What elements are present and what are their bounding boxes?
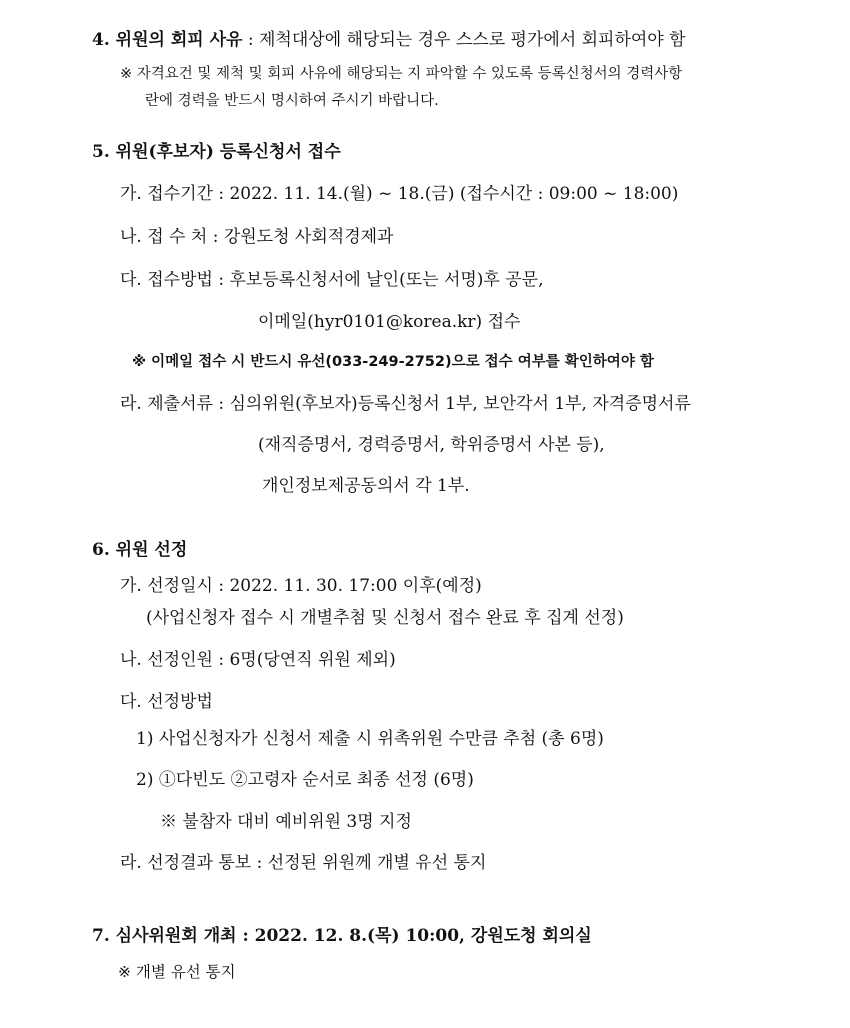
section-5-docs-line1: 라. 제출서류 : 심의위원(후보자)등록신청서 1부, 보안각서 1부, 자격증명서류 bbox=[120, 394, 691, 414]
section-6-method-note: ※ 불참자 대비 예비위원 3명 지정 bbox=[160, 812, 412, 832]
section-6-heading: 6. 위원 선정 bbox=[92, 540, 188, 560]
section-5-period: 가. 접수기간 : 2022. 11. 14.(월) ~ 18.(금) (접수시간 : 09:00 ~ 18:00) bbox=[120, 184, 679, 204]
section-4-text: : 제척대상에 해당되는 경우 스스로 평가에서 회피하여야 함 bbox=[242, 30, 686, 50]
section-5-heading: 5. 위원(후보자) 등록신청서 접수 bbox=[92, 142, 341, 162]
section-4-heading: 4. 위원의 회피 사유 bbox=[92, 30, 243, 50]
section-7-heading: 7. 심사위원회 개최 : 2022. 12. 8.(목) 10:00, 강원도청 회의실 bbox=[92, 926, 592, 946]
section-6-count: 나. 선정인원 : 6명(당연직 위원 제외) bbox=[120, 650, 396, 670]
section-6-result: 라. 선정결과 통보 : 선정된 위원께 개별 유선 통지 bbox=[120, 853, 487, 873]
section-5-email-note: ※ 이메일 접수 시 반드시 유선(033-249-2752)으로 접수 여부를 확인하여야 함 bbox=[132, 354, 654, 370]
section-5-method-line2: 이메일(hyr0101@korea.kr) 접수 bbox=[258, 312, 521, 332]
section-5-place: 나. 접 수 처 : 강원도청 사회적경제과 bbox=[120, 227, 394, 247]
section-6-date: 가. 선정일시 : 2022. 11. 30. 17:00 이후(예정) bbox=[120, 576, 482, 596]
section-6-method-2: 2) ①다빈도 ②고령자 순서로 최종 선정 (6명) bbox=[136, 770, 474, 790]
section-7-note: ※ 개별 유선 통지 bbox=[118, 963, 236, 981]
section-4-note-line1: ※ 자격요건 및 제척 및 회피 사유에 해당되는 지 파악할 수 있도록 등록신청서의 경력사항 bbox=[120, 66, 683, 82]
section-5-docs-line2: (재직증명서, 경력증명서, 학위증명서 사본 등), bbox=[258, 435, 605, 455]
section-4-line bbox=[92, 28, 686, 52]
section-6-date-note: (사업신청자 접수 시 개별추첨 및 신청서 접수 완료 후 집계 선정) bbox=[146, 608, 624, 628]
section-5-docs-line3: 개인정보제공동의서 각 1부. bbox=[262, 476, 470, 496]
section-4-note-line2: 란에 경력을 반드시 명시하여 주시기 바랍니다. bbox=[145, 93, 439, 109]
section-5-method-line1: 다. 접수방법 : 후보등록신청서에 날인(또는 서명)후 공문, bbox=[120, 270, 544, 290]
section-6-method-1: 1) 사업신청자가 신청서 제출 시 위촉위원 수만큼 추첨 (총 6명) bbox=[136, 729, 604, 749]
section-6-method: 다. 선정방법 bbox=[120, 692, 213, 712]
